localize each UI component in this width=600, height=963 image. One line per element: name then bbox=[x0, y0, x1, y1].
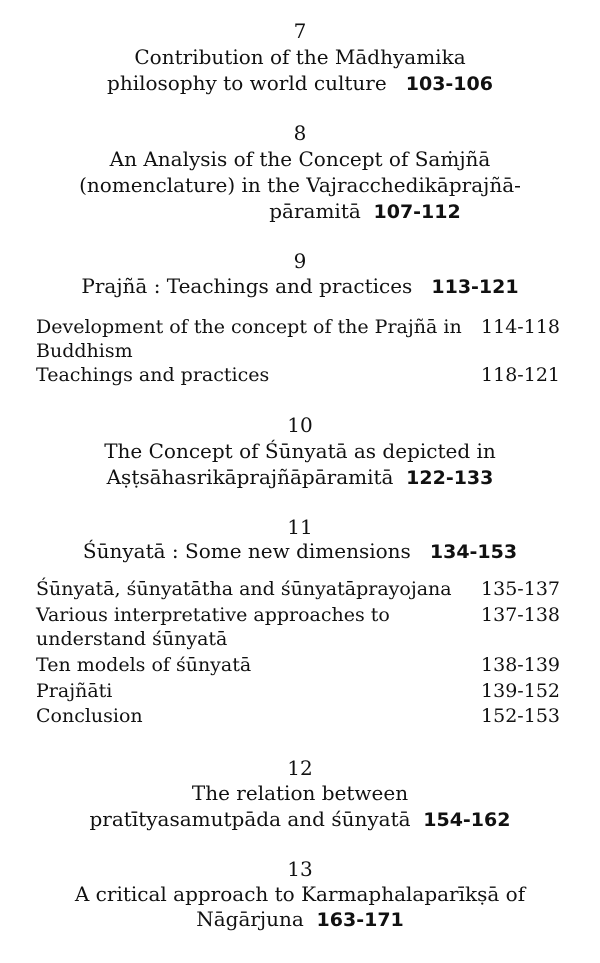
chapter-pages: 163-171 bbox=[316, 909, 404, 931]
chapter-title-line: (nomenclature) in the Vajracchedikāprajñā- bbox=[79, 173, 521, 197]
chapter-title: Contribution of the Mādhyamika bbox=[134, 45, 466, 69]
section-entry: Conclusion 152-153 bbox=[36, 705, 560, 727]
chapter-number: 9 bbox=[293, 249, 307, 273]
chapter-pages: 113-121 bbox=[431, 276, 519, 298]
section-entry-continued: Buddhism bbox=[36, 340, 133, 362]
chapter-pages: 122-133 bbox=[406, 467, 494, 489]
section-entry: Teachings and practices 118-121 bbox=[36, 364, 560, 386]
chapter-title-line: Prajñā : Teachings and practices 113-121 bbox=[81, 274, 519, 298]
chapter-number: 11 bbox=[287, 515, 313, 539]
chapter-pages: 134-153 bbox=[429, 541, 518, 563]
section-entry: Śūnyatā, śūnyatātha and śūnyatāprayojana 135-137 bbox=[36, 578, 560, 600]
chapter-title: The Concept of Śūnyatā as depicted in bbox=[104, 439, 496, 463]
chapter-title: A critical approach to Karmaphalaparīkṣā of bbox=[74, 882, 526, 906]
section-entry: Prajñāti 139-152 bbox=[36, 680, 560, 702]
chapter-title: An Analysis of the Concept of Saṁjñā bbox=[109, 147, 491, 171]
chapter-title-line: Aṣṭsāhasrikāprajñāpāramitā 122-133 bbox=[106, 465, 494, 489]
section-entry: Development of the concept of the Prajñā in 114-118 bbox=[36, 316, 560, 338]
chapter-title-line: pāramitā 107-112 bbox=[269, 199, 461, 223]
chapter-number: 13 bbox=[287, 857, 313, 881]
chapter-number: 8 bbox=[293, 121, 307, 145]
chapter-title-line: philosophy to world culture 103-106 bbox=[107, 71, 493, 95]
chapter-number: 12 bbox=[287, 756, 313, 780]
chapter-pages: 154-162 bbox=[423, 809, 511, 831]
chapter-pages: 103-106 bbox=[405, 73, 493, 95]
chapter-title-line: pratītyasamutpāda and śūnyatā 154-162 bbox=[89, 807, 511, 831]
chapter-number: 10 bbox=[287, 413, 313, 437]
chapter-title-line: Śūnyatā : Some new dimensions 134-153 bbox=[82, 539, 518, 563]
chapter-title-line: Nāgārjuna 163-171 bbox=[196, 907, 404, 931]
chapter-pages: 107-112 bbox=[373, 201, 461, 223]
section-entry: Various interpretative approaches to 137-138 bbox=[36, 604, 560, 626]
section-entry-continued: understand śūnyatā bbox=[36, 628, 228, 650]
section-entry: Ten models of śūnyatā 138-139 bbox=[36, 654, 560, 676]
chapter-title: The relation between bbox=[191, 781, 409, 805]
chapter-number: 7 bbox=[293, 19, 307, 43]
